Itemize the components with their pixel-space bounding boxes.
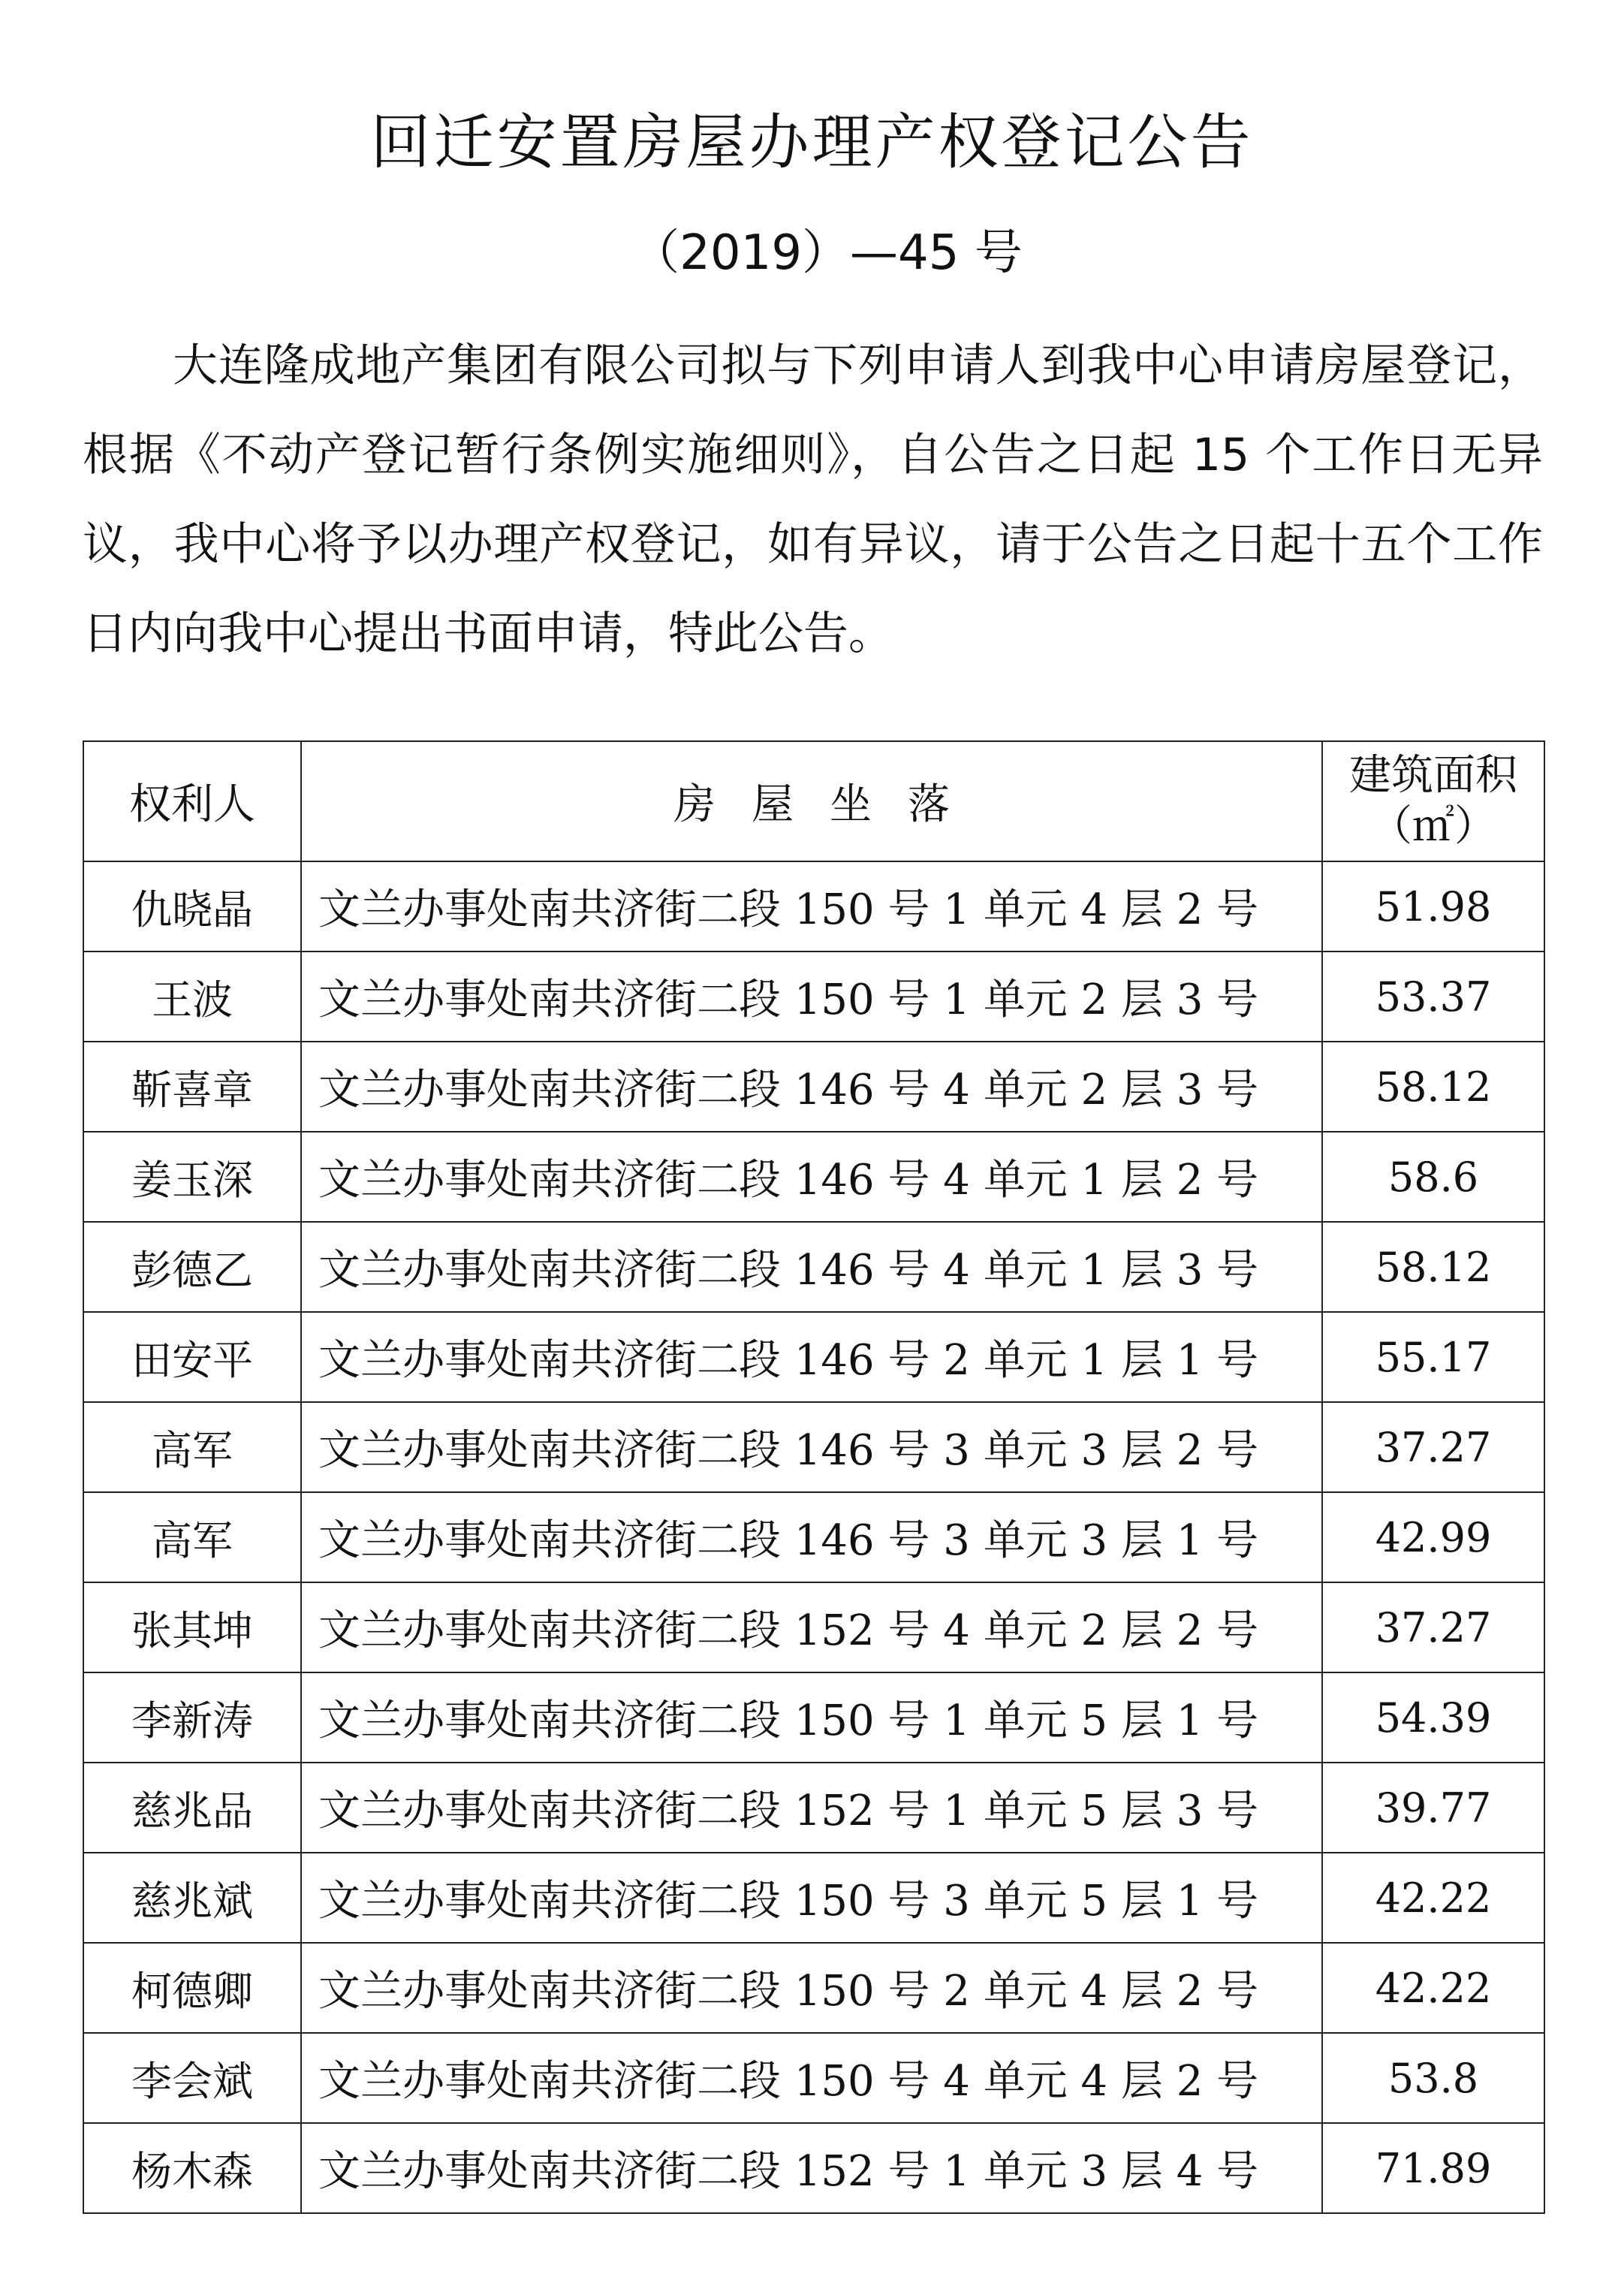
table-row [83, 1312, 1544, 1402]
cell-area: 58.6 [1322, 1132, 1544, 1222]
table-header-row [83, 741, 1544, 861]
cell-address: 文兰办事处南共济街二段 146 号 4 单元 2 层 3 号 [301, 1042, 1322, 1132]
cell-area: 42.22 [1322, 1853, 1544, 1943]
cell-address: 文兰办事处南共济街二段 146 号 2 单元 1 层 1 号 [301, 1312, 1322, 1402]
document-number: （2019）—45 号 [631, 225, 1023, 281]
cell-area: 54.39 [1322, 1672, 1544, 1763]
header-address: 房屋坐落 [301, 741, 1322, 861]
header-area [1322, 741, 1544, 861]
table-row [83, 1853, 1544, 1943]
cell-area: 58.12 [1322, 1222, 1544, 1312]
cell-address: 文兰办事处南共济街二段 150 号 1 单元 2 层 3 号 [301, 952, 1322, 1042]
cell-address: 文兰办事处南共济街二段 150 号 4 单元 4 层 2 号 [301, 2033, 1322, 2123]
cell-area: 42.99 [1322, 1492, 1544, 1582]
cell-address: 文兰办事处南共济街二段 152 号 1 单元 3 层 4 号 [301, 2123, 1322, 2213]
cell-area: 39.77 [1322, 1763, 1544, 1853]
cell-owner: 李新涛 [83, 1672, 301, 1763]
table-row [83, 1582, 1544, 1672]
cell-owner: 高军 [83, 1492, 301, 1582]
table-row [83, 1222, 1544, 1312]
cell-address: 文兰办事处南共济街二段 150 号 1 单元 4 层 2 号 [301, 861, 1322, 952]
cell-area: 55.17 [1322, 1312, 1544, 1402]
table-row [83, 1672, 1544, 1763]
cell-area: 37.27 [1322, 1402, 1544, 1492]
cell-area: 71.89 [1322, 2123, 1544, 2213]
cell-address: 文兰办事处南共济街二段 152 号 4 单元 2 层 2 号 [301, 1582, 1322, 1672]
cell-owner: 柯德卿 [83, 1943, 301, 2033]
page-title: 回迁安置房屋办理产权登记公告 [370, 107, 1254, 177]
cell-address: 文兰办事处南共济街二段 146 号 3 单元 3 层 2 号 [301, 1402, 1322, 1492]
registry-table-body [83, 861, 1544, 2213]
cell-owner: 李会斌 [83, 2033, 301, 2123]
cell-owner: 张其坤 [83, 1582, 301, 1672]
cell-area: 58.12 [1322, 1042, 1544, 1132]
table-row [83, 952, 1544, 1042]
cell-area: 51.98 [1322, 861, 1544, 952]
header-area-label: 建筑面积 [1349, 751, 1517, 800]
cell-owner: 彭德乙 [83, 1222, 301, 1312]
cell-owner: 慈兆品 [83, 1763, 301, 1853]
cell-owner: 慈兆斌 [83, 1853, 301, 1943]
table-row [83, 2033, 1544, 2123]
cell-area: 53.37 [1322, 952, 1544, 1042]
table-row [83, 1943, 1544, 2033]
table-row [83, 1492, 1544, 1582]
cell-area: 37.27 [1322, 1582, 1544, 1672]
table-row [83, 861, 1544, 952]
registry-table [83, 740, 1545, 2214]
header-owner: 权利人 [83, 741, 301, 861]
cell-address: 文兰办事处南共济街二段 150 号 3 单元 5 层 1 号 [301, 1853, 1322, 1943]
cell-address: 文兰办事处南共济街二段 146 号 4 单元 1 层 2 号 [301, 1132, 1322, 1222]
cell-address: 文兰办事处南共济街二段 146 号 3 单元 3 层 1 号 [301, 1492, 1322, 1582]
table-row [83, 1042, 1544, 1132]
table-row [83, 1402, 1544, 1492]
cell-owner: 靳喜章 [83, 1042, 301, 1132]
cell-owner: 仇晓晶 [83, 861, 301, 952]
cell-owner: 田安平 [83, 1312, 301, 1402]
cell-area: 53.8 [1322, 2033, 1544, 2123]
table-row [83, 1132, 1544, 1222]
cell-owner: 杨木森 [83, 2123, 301, 2213]
cell-owner: 高军 [83, 1402, 301, 1492]
announcement-body: 大连隆成地产集团有限公司拟与下列申请人到我中心申请房屋登记，根据《不动产登记暂行条例实施细则》，自公告之日起 15 个工作日无异议，我中心将予以办理产权登记，如有异议，请于公告之日起十五个工作日内向我中心提出书面申请，特此公告。 [83, 339, 1543, 660]
cell-address: 文兰办事处南共济街二段 150 号 2 单元 4 层 2 号 [301, 1943, 1322, 2033]
cell-address: 文兰办事处南共济街二段 150 号 1 单元 5 层 1 号 [301, 1672, 1322, 1763]
cell-address: 文兰办事处南共济街二段 152 号 1 单元 5 层 3 号 [301, 1763, 1322, 1853]
table-row [83, 1763, 1544, 1853]
table-row [83, 2123, 1544, 2213]
cell-owner: 王波 [83, 952, 301, 1042]
header-area-unit: （㎡） [1370, 802, 1496, 851]
cell-area: 42.22 [1322, 1943, 1544, 2033]
cell-owner: 姜玉深 [83, 1132, 301, 1222]
cell-address: 文兰办事处南共济街二段 146 号 4 单元 1 层 3 号 [301, 1222, 1322, 1312]
